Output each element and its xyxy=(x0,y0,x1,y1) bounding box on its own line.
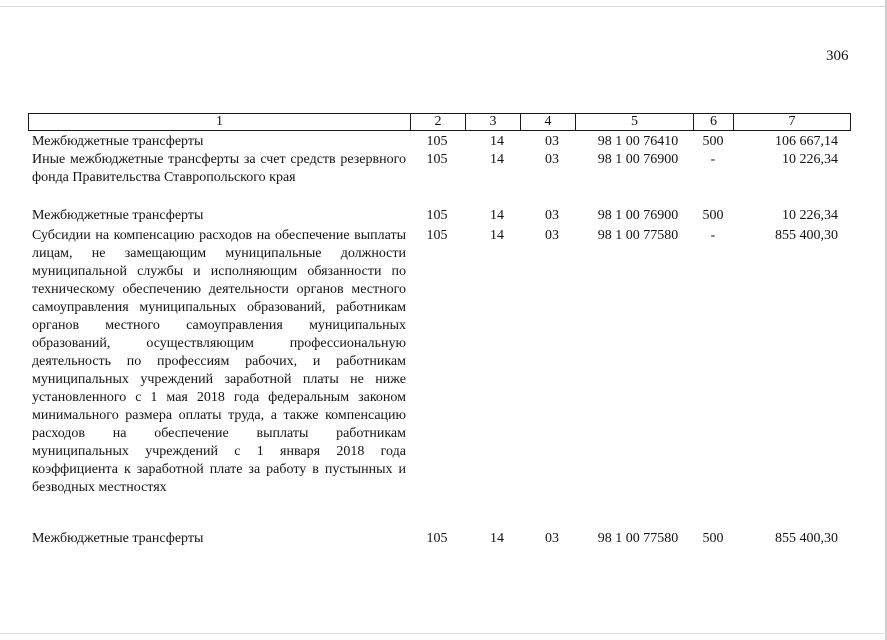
scan-edge-bottom xyxy=(0,633,887,634)
row-name: Субсидии на компенсацию расходов на обеспечение выплаты лицам, не замещающим муниципальные должности муниципальной службы и исполняющим обязанности по техническому обеспечению деятельности органов местного самоуправления муниципальных образований, работникам органов местного самоуправления муниципальных образований, осуществляющим профессиональную деятельность по профессиям рабочих, и работникам муниципальных учреждений заработной платы не ниже установленного с 1 мая 2018 года федеральным законом минимального размера оплаты труда, а также компенсацию расходов на обеспечение выплаты работникам муниципальных учреждений с 1 января 2018 года коэффициента к заработной плате за работу в пустынных и безводных местностях xyxy=(32,228,406,495)
column-header-7: 7 xyxy=(734,114,851,131)
row-code-6: 500 xyxy=(702,134,724,149)
row-amount: 106 667,14 xyxy=(775,134,838,149)
column-header-5: 5 xyxy=(576,114,694,131)
row-code-5: 98 1 00 76410 xyxy=(597,134,679,149)
row-name: Межбюджетные трансферты xyxy=(32,134,204,149)
row-code-2: 105 xyxy=(426,531,448,546)
column-header-row xyxy=(29,114,851,131)
row-name: Иные межбюджетные трансферты за счет средств резервного фонда Правительства Ставропольского края xyxy=(32,152,406,185)
row-code-6: - xyxy=(710,228,716,243)
row-code-3: 14 xyxy=(490,531,504,546)
row-code-3: 14 xyxy=(490,134,504,149)
row-code-5: 98 1 00 77580 xyxy=(597,531,679,546)
row-code-3: 14 xyxy=(490,152,504,167)
column-header-3: 3 xyxy=(466,114,521,131)
row-code-6: - xyxy=(710,152,716,167)
row-code-2: 105 xyxy=(426,228,448,243)
row-code-2: 105 xyxy=(426,208,448,223)
row-code-5: 98 1 00 76900 xyxy=(597,208,679,223)
row-code-4: 03 xyxy=(545,228,559,243)
page-number: 306 xyxy=(826,48,849,64)
row-amount: 855 400,30 xyxy=(775,228,838,243)
row-code-3: 14 xyxy=(490,208,504,223)
column-header-6: 6 xyxy=(694,114,734,131)
row-code-4: 03 xyxy=(545,152,559,167)
row-code-6: 500 xyxy=(702,208,724,223)
row-name: Межбюджетные трансферты xyxy=(32,208,204,223)
row-amount: 855 400,30 xyxy=(775,531,838,546)
row-code-5: 98 1 00 76900 xyxy=(597,152,679,167)
row-code-5: 98 1 00 77580 xyxy=(597,228,679,243)
column-header-1: 1 xyxy=(29,114,411,131)
row-code-4: 03 xyxy=(545,208,559,223)
column-header-4: 4 xyxy=(521,114,576,131)
row-code-4: 03 xyxy=(545,134,559,149)
row-code-2: 105 xyxy=(426,134,448,149)
column-header-2: 2 xyxy=(411,114,466,131)
row-amount: 10 226,34 xyxy=(782,208,838,223)
row-code-2: 105 xyxy=(426,152,448,167)
row-code-4: 03 xyxy=(545,531,559,546)
column-header-table xyxy=(28,113,851,131)
scan-edge-top xyxy=(0,6,887,7)
row-name: Межбюджетные трансферты xyxy=(32,531,204,546)
row-code-6: 500 xyxy=(702,531,724,546)
row-amount: 10 226,34 xyxy=(782,152,838,167)
row-code-3: 14 xyxy=(490,228,504,243)
